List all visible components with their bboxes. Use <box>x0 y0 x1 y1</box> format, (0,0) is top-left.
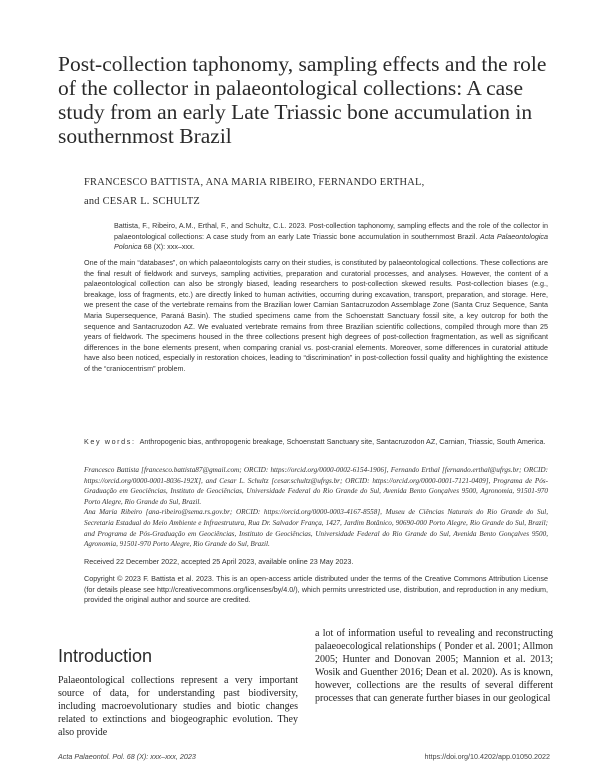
author-list <box>84 173 544 211</box>
citation <box>114 221 548 253</box>
keywords-text: Anthropogenic bias, anthropogenic breakage, Schoenstatt Sanctuary site, Santacruzodon AZ, Carnian, Triassic, South America. <box>139 437 546 446</box>
author-line: FRANCESCO BATTISTA, ANA MARIA RIBEIRO, FERNANDO ERTHAL, <box>84 177 425 188</box>
affiliation-paragraph: Francesco Battista [francesco.battista87@gmail.com; ORCID: https://orcid.org/0000-0002-6154-1906], Fernando Erthal [fernando.erthal@ufrgs.br; ORCID: https://orcid.org/0000-0001-8036-192X], and Cesar L. Schultz [cesar.schultz@ufrgs.br; ORCID: https://orcid.org/0000-0001-7121-0409], Programa de Pós-Graduação em Geociências, Instituto de Geociências, Universidade Federal do Rio Grande do Sul, Avenida Bento Gonçalves 9500, Agronomia, 91501-970 Porto Alegre, Rio Grande do Sul, Brazil. <box>84 466 548 506</box>
received-dates: Received 22 December 2022, accepted 25 April 2023, available online 23 May 2023. <box>84 557 354 566</box>
body-column-right: a lot of information useful to revealing and reconstructing palaeoecological relationships ( Ponder et al. 2001; Allmon 2005; Hunter and Donovan 2005; Mannion et al. 2013; Wosik and Guenther 2016; Dean et al. 2020). As is known, however, collections are the results of several different processes that can generate further biases in our geological <box>315 628 553 704</box>
author-line: and CESAR L. SCHULTZ <box>84 196 201 207</box>
affiliations <box>84 465 548 550</box>
footer-doi[interactable]: https://doi.org/10.4202/app.01050.2022 <box>424 752 550 761</box>
copyright-notice: Copyright © 2023 F. Battista et al. 2023. This is an open-access article distributed under the terms of the Creative Commons Attribution License (for details please see http://creativecommons.org/licenses/by/4.0/), which permits unrestricted use, distribution, and reproduction in any medium, provided the original author and source are credited. <box>84 574 548 605</box>
abstract: One of the main “databases”, on which palaeontologists carry on their studies, is constituted by palaeontological collections. These collections are the final result of fieldwork and surveys, sampling activities, preparation and curatorial processes, and analyses. However, the content of a palaeontological collection can also be strongly biased, leading researchers to post-collection skewed results. Post-collection biases (e.g., breakage, loss of fragments, etc.) are directly linked to human activities, occurring during excavation, transport, preparation, and storage. Here, we present the case of the vertebrate remains from the Brazilian lower Carnian Santacruzodon Assemblage Zone (Santa Cruz Sequence, Santa Maria Supersequence, Paraná Basin). The studied specimens came from the Schoenstatt Sanctuary fossil site, a key outcrop for both the sequence and Santacruzodon AZ. We evaluated vertebrate remains from three Brazilian scientific collections, compiled through more than 25 years of fieldwork. The specimens housed in the three collections present high degrees of post-collection fragmentation, as well as significant differences in the bone elements present, when comparing cranial vs. post-cranial elements. Moreover, some differences in curatorial attitude have also been noticed, especially in restoration choices, leading to “discrimination” in post-collection fossil quality and highlighting the existence of the “craniocentrism” problem. <box>84 258 548 373</box>
article-title: Post-collection taphonomy, sampling effects and the role of the collector in palaeontological collections: A case study from an early Late Triassic bone accumulation in southernmost Brazil <box>58 52 547 148</box>
citation-volume: 68 (X): xxx–xxx. <box>143 242 195 251</box>
section-heading-introduction: Introduction <box>58 646 153 666</box>
affiliation-paragraph: Ana Maria Ribeiro [ana-ribeiro@sema.rs.gov.br; ORCID: https://orcid.org/0000-0003-4167-8558], Museu de Ciências Naturais do Rio Grande do Sul, Secretaria Estadual do Meio Ambiente e Infraestrutura, Rua Dr. Salvador França, 1427, Jardim Botânico, 90690-000 Porto Alegre, Rio Grande do Sul, Brazil; and Programa de Pós-Graduação em Geociências, Instituto de Geociências, Universidade Federal do Rio Grande do Sul, Avenida Bento Gonçalves 9500, Agronomia, 91501-970 Porto Alegre, Rio Grande do Sul, Brazil. <box>84 508 548 549</box>
citation-text: Battista, F., Ribeiro, A.M., Erthal, F., and Schultz, C.L. 2023. Post-collection taphonomy, sampling effects and the role of the collector in palaeontological collections: A case study from an early Late Triassic bone accumulation in southernmost Brazil. <box>114 221 548 241</box>
keywords-label: Key words: <box>84 437 136 446</box>
citation-journal: Acta Palaeontologica Polonica <box>114 231 549 251</box>
body-column-left: Palaeontological collections represent a very important source of data, for understanding past biodiversity, including macroevolutionary studies and biotic changes related to extinctions and biogeographic evolution. They also provide <box>58 675 298 738</box>
keywords <box>84 437 548 448</box>
footer-journal: Acta Palaeontol. Pol. 68 (X): xxx–xxx, 2023 <box>58 752 196 761</box>
